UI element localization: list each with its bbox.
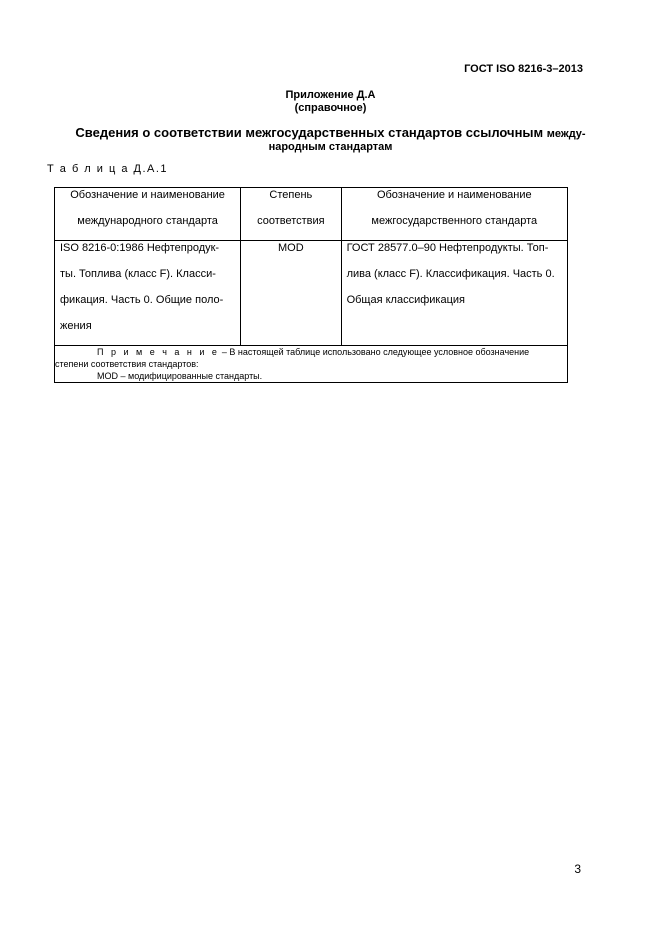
cell-international-standard — [55, 241, 241, 346]
section-title-small: между- — [546, 128, 586, 140]
header-international-standard — [55, 188, 241, 241]
cell-text: ISO 8216-0:1986 Нефтепродук- — [60, 242, 220, 254]
table-row — [55, 241, 568, 346]
table-header-row — [55, 188, 568, 241]
section-title — [0, 125, 661, 142]
header-interstate-standard — [341, 188, 567, 241]
cell-degree — [241, 241, 341, 346]
note-label: П р и м е ч а н и е — [97, 347, 220, 357]
cell-text: лива (класс F). Классификация. Часть 0. — [346, 268, 555, 280]
note-text: – В настоящей таблице использовано следующее условное обозначение — [219, 347, 530, 357]
cell-text: фикация. Часть 0. Общие поло- — [60, 294, 224, 306]
section-title-main: Сведения о соответствии межгосударственных стандартов ссылочным — [75, 125, 544, 140]
header-text: Степень — [269, 189, 313, 201]
table-note-row — [55, 346, 568, 383]
header-text: Обозначение и наименование — [376, 189, 532, 201]
header-text: соответствия — [257, 215, 325, 227]
correspondence-table — [54, 187, 568, 383]
header-text: Обозначение и наименование — [70, 189, 225, 201]
section-title-line2: народным стандартам — [268, 141, 393, 153]
note-line-1 — [55, 346, 567, 358]
cell-text: Общая классификация — [346, 294, 465, 306]
header-degree — [241, 188, 341, 241]
cell-text: ГОСТ 28577.0–90 Нефтепродукты. Топ- — [346, 242, 549, 254]
note-line-2: степени соответствия стандартов: — [55, 359, 199, 369]
document-code: ГОСТ ISO 8216-3–2013 — [464, 63, 583, 75]
table-label: Т а б л и ц а Д.А.1 — [47, 163, 169, 175]
cell-text: MOD — [278, 242, 304, 254]
cell-text: ты. Топлива (класс F). Класси- — [60, 268, 216, 280]
table-note — [55, 346, 568, 383]
cell-interstate-standard — [341, 241, 567, 346]
header-text: межгосударственного стандарта — [371, 215, 538, 227]
annex-title: Приложение Д.А — [285, 89, 376, 101]
note-line-3: MOD – модифицированные стандарты. — [97, 371, 263, 381]
cell-text: жения — [60, 320, 92, 332]
header-text: международного стандарта — [77, 215, 218, 227]
annex-subtitle: (справочное) — [294, 102, 367, 114]
page-number: 3 — [574, 862, 581, 876]
